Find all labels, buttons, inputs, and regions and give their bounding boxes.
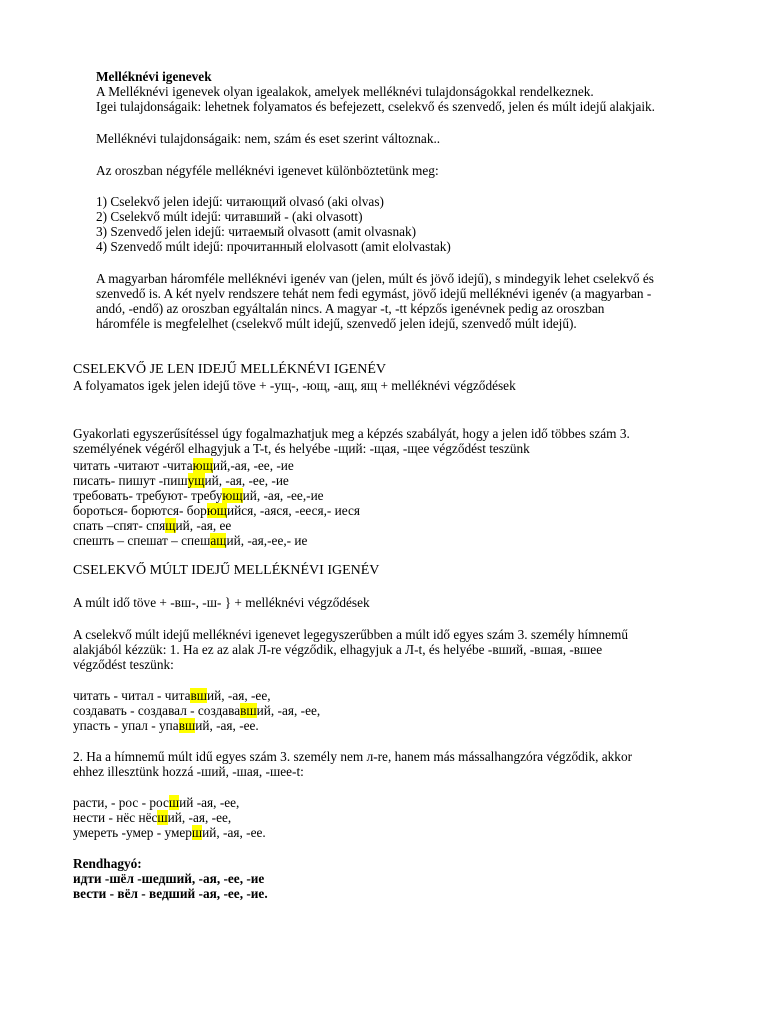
intro-paragraph: Az oroszban négyféle melléknévi igenevet különböztetünk meg: [96,163,439,178]
intro-line: Igei tulajdonságaik: lehetnek folyamatos és befejezett, cselekvő és szenvedő, jelen és múlt idejű alakjaik. [96,99,656,114]
paragraph-line: A magyarban háromféle melléknévi igenév van (jelen, múlt és jövő idejű), s mindegyik lehet cselekvő és [96,271,654,286]
ending-highlight: ющ [206,503,227,518]
example-line: расти, - рос - росший -ая, -ее, [73,795,240,810]
ending-highlight: ущ [187,473,205,488]
paragraph-line: ehhez illesztünk hozzá -ший, -шая, -шее-t: [73,764,304,779]
paragraph-line: szenvedő is. A két nyelv rendszere tehát nem fedi egymást, jövő idejű melléknévi igenév (a magyarban - [96,286,652,301]
list-item: 4) Szenvedő múlt idejű: прочитанный elolvasott (amit elolvastak) [96,239,451,254]
example-line: читать -читают -читающий,-ая, -ее, -ие [73,458,294,473]
example-line: умереть -умер - умерший, -ая, -ее. [73,825,266,840]
paragraph-line: Gyakorlati egyszerűsítéssel úgy fogalmazhatjuk meg a képzés szabályát, hogy a jelen idő többes szám 3. [73,426,630,441]
example-line: бороться- борются- борющийся, -аяся, -ееся,- иеся [73,503,361,518]
paragraph-line: végződést teszünk: [73,657,174,672]
ending-highlight: ащ [210,533,227,548]
intro-paragraph: Melléknévi tulajdonságaik: nem, szám és eset szerint változnak.. [96,131,441,146]
ending-highlight: вш [190,688,208,703]
paragraph-line: alakjából kézzük: 1. Ha ez az alak Л-re végződik, elhagyjuk a Л-t, és helyébe -вший, -вшая, -вшее [73,642,603,657]
irregular-line: вести - вёл - ведший -ая, -ее, -ие. [73,886,268,901]
ending-highlight: вш [240,703,257,718]
section-rule-past: A múlt idő töve + -вш-, -ш- } + melléknévi végződések [73,595,370,610]
ending-highlight: ющ [222,488,243,503]
paragraph-line: A cselekvő múlt idejű melléknévi igenevet legegyszerűbben a múlt idő egyes szám 3. személy hímnemű [73,627,628,642]
ending-highlight: ш [168,795,180,810]
section-rule-present: A folyamatos igek jelen idejű töve + -ущ-, -ющ, -ащ, ящ + melléknévi végződések [73,378,516,393]
list-item: 3) Szenvedő jelen idejű: читаемый olvasott (amit olvasnak) [96,224,417,239]
example-line: писать- пишут -пишущий, -ая, -ее, -ие [73,473,289,488]
paragraph-line: 2. Ha a hímnemű múlt idű egyes szám 3. személy nem л-re, hanem más mássalhangzóra végződik, akkor [73,749,633,764]
example-line: спешть – спешат – спешащий, -ая,-ее,- ие [73,533,308,548]
example-line: требовать- требуют- требующий, -ая, -ее,-ие [73,488,324,503]
list-item: 1) Cselekvő jelen idejű: читающий olvasó (aki olvas) [96,194,384,209]
ending-highlight: ш [191,825,203,840]
ending-highlight: ющ [192,458,213,473]
intro-line: A Melléknévi igenevek olyan igealakok, amelyek melléknévi tulajdonságokkal rendelkeznek. [96,84,594,99]
paragraph-line: személyének végéről elhagyjuk a T-t, és helyébe -щий: -щая, -щее végződést teszünk [73,441,530,456]
section-heading-past: CSELEKVŐ MÚLT IDEJŰ MELLÉKNÉVI IGENÉV [73,563,380,578]
example-line: нести - нёс нёсший, -ая, -ее, [73,810,232,825]
example-line: спать –спят- спящий, -ая, ее [73,518,232,533]
example-line: упасть - упал - упавший, -ая, -ее. [73,718,259,733]
list-item: 2) Cselekvő múlt idejű: читавший - (aki olvasott) [96,209,363,224]
ending-highlight: щ [165,518,176,533]
section-heading-present: CSELEKVŐ JE LEN IDEJŰ MELLÉKNÉVI IGENÉV [73,362,387,377]
irregular-title: Rendhagyó: [73,856,142,871]
paragraph-line: andó, -endő) az oroszban egyáltalán nincs. A magyar -t, -tt képzős igenévnek pedig az oroszban [96,301,605,316]
ending-highlight: вш [178,718,196,733]
irregular-line: идти -шёл -шедший, -ая, -ее, -ие [73,871,265,886]
example-line: читать - читал - читавший, -ая, -ее, [73,688,271,703]
ending-highlight: ш [157,810,168,825]
doc-title: Melléknévi igenevek [96,69,212,84]
paragraph-line: háromféle is megfelelhet (cselekvő múlt idejű, szenvedő jelen idejű, szenvedő múlt idejű). [96,316,577,331]
example-line: создавать - создавал - создававший, -ая, -ее, [73,703,321,718]
